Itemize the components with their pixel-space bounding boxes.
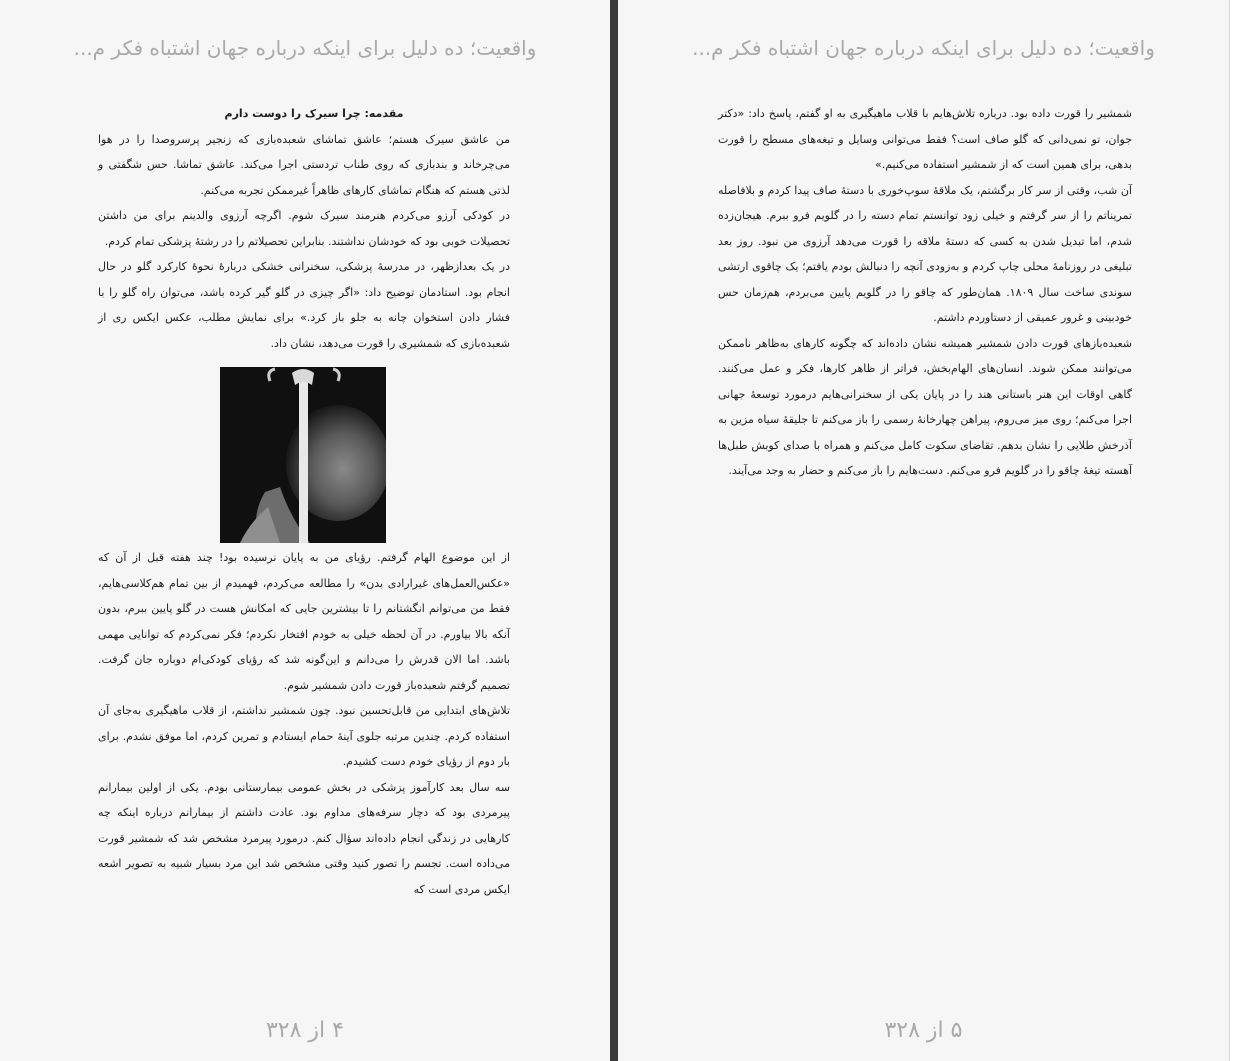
left-text-bottom [98, 545, 510, 902]
right-page [618, 0, 1229, 1061]
paragraph: من عاشق سیرک هستم؛ عاشق تماشای شعبده‌بازی که زنجیر پرسروصدا را در هوا می‌چرخاند و بندبازی که روی طناب تردستی اجرا می‌کند. عاشق تماشا. حس شگفتی و لذتی هستم که هنگام تماشای کارهای ظاهراً غیرممکن تجربه می‌کنم. [98, 132, 510, 197]
running-title: واقعیت؛ ده دلیل برای اینکه درباره جهان اشتباه فکر م... [692, 36, 1155, 60]
page-number: ۴ از ۳۲۸ [265, 1018, 344, 1043]
paragraph: از این موضوع الهام گرفتم. رؤیای من به پایان نرسیده بود! چند هفته قبل از آن که «عکس‌العمل‌های غیرارادی بدن» را مطالعه می‌کردم، فهمیدم از بین تمام هم‌کلاسی‌هایم، فقط من می‌توانم انگشتانم را تا بیشترین جایی که امکانش هست در گلو پایین ببرم، بدون آنکه بالا بیاورم. در آن لحظه خیلی به خودم افتخار نکردم؛ فکر نمی‌کردم که توانایی مهمی باشد. اما الان قدرش را می‌دانم و این‌گونه شد که رؤیای کودکی‌ام دوباره جان گرفت. تصمیم گرفتم شعبده‌باز قورت دادن شمشیر شوم. [98, 551, 510, 692]
left-text-top [98, 101, 510, 356]
paragraph: در کودکی آرزو می‌کردم هنرمند سیرک شوم. اگرچه آرزوی والدینم برای من داشتن تحصیلات خوبی بود که خودشان نداشتند. بنابراین تحصیلاتم را در رشتهٔ پزشکی تمام کردم. [98, 209, 510, 248]
window-edge [1229, 0, 1234, 1061]
paragraph: شعبده‌بازهای قورت دادن شمشیر همیشه نشان داده‌اند که چگونه کارهای به‌ظاهر ناممکن می‌توانند ممکن شوند. انسان‌های الهام‌بخش، فراتر از ظاهر کارها، فکر و عمل می‌کنند. گاهی اوقات این هنر باستانی هند را در پایان یکی از سخنرانی‌هایم درمورد توسعهٔ جهانی اجرا می‌کنم؛ روی میز می‌روم، پیراهن چهارخانهٔ رسمی را باز می‌کنم تا جلیقهٔ سیاه مزین به آذرخش طلایی را نشان بدهم. تقاضای سکوت کامل می‌کنم و همراه با صدای کوبش طبل‌ها آهسته تیغهٔ چاقو را در گلویم فرو می‌کنم. دست‌هایم را باز می‌کنم و حضار به وجد می‌آیند. [718, 336, 1132, 477]
page-number: ۵ از ۳۲۸ [884, 1018, 963, 1043]
x-ray-image [220, 367, 386, 543]
paragraph: شمشیر را قورت داده بود. درباره تلاش‌هایم با قلاب ماهیگیری به او گفتم، پاسخ داد: «دکتر جوان، تو نمی‌دانی که گلو صاف است؟ فقط می‌توانی وسایل و تیغه‌های مسطح را قورت بدهی، برای همین است که از شمشیر استفاده می‌کنیم.» [718, 107, 1132, 171]
paragraph: سه سال بعد کارآموز پزشکی در بخش عمومی بیمارستانی بودم. یکی از اولین بیمارانم پیرمردی بود که دچار سرفه‌های مداوم بود. عادت داشتم از بیمارانم درباره اینکه چه کارهایی در زندگی انجام داده‌اند سؤال کنم. درمورد پیرمرد مشخص شد که شمشیر قورت می‌داده است. تجسم را تصور کنید وقتی مشخص شد این مرد بسیار شبیه به تصویر اشعه ایکس مردی است که [98, 780, 510, 896]
paragraph: آن شب، وقتی از سر کار برگشتم، یک ملاقهٔ سوپ‌خوری با دستهٔ صاف پیدا کردم و بلافاصله تمریناتم را از سر گرفتم و خیلی زود توانستم تمام دسته را در گلویم فرو ببرم. هیجان‌زده شدم، اما تبدیل شدن به کسی که دستهٔ ملاقه را قورت می‌دهد آرزوی من نبود. روز بعد تبلیغی در روزنامهٔ محلی چاپ کردم و به‌زودی آنچه را دنبالش بودم یافتم؛ یک چاقوی ارتشی سوندی ساخت سال ۱۸۰۹. همان‌طور که چاقو را در گلویم پایین می‌بردم، هم‌زمان حس خودبینی و غرور عمیقی از دستاوردم داشتم. [718, 183, 1132, 324]
paragraph: تلاش‌های ابتدایی من قابل‌تحسین نبود. چون شمشیر نداشتم، از قلاب ماهیگیری به‌جای آن استفاده کردم. چندین مرتبه جلوی آینهٔ حمام ایستادم و تمرین کردم، اما موفق نشدم. برای بار دوم از رؤیای خودم دست کشیدم. [98, 704, 510, 768]
running-title: واقعیت؛ ده دلیل برای اینکه درباره جهان اشتباه فکر م... [73, 36, 537, 60]
right-text [718, 101, 1132, 484]
paragraph: در یک بعدازظهر، در مدرسهٔ پزشکی، سخنرانی خشکی دربارهٔ نحوهٔ کارکرد گلو در حال انجام بود. استادمان توضیح داد: «اگر چیزی در گلو گیر کرده باشد، می‌توان راه گلو را با فشار دادن استخوان چانه به جلو باز کرد.» برای نمایش مطلب، عکس ایکس ری از شعبده‌بازی که شمشیری را قورت می‌دهد، نشان داد. [98, 260, 510, 350]
chapter-heading: مقدمه: چرا سیرک را دوست دارم [224, 107, 404, 120]
left-page [0, 0, 610, 1061]
